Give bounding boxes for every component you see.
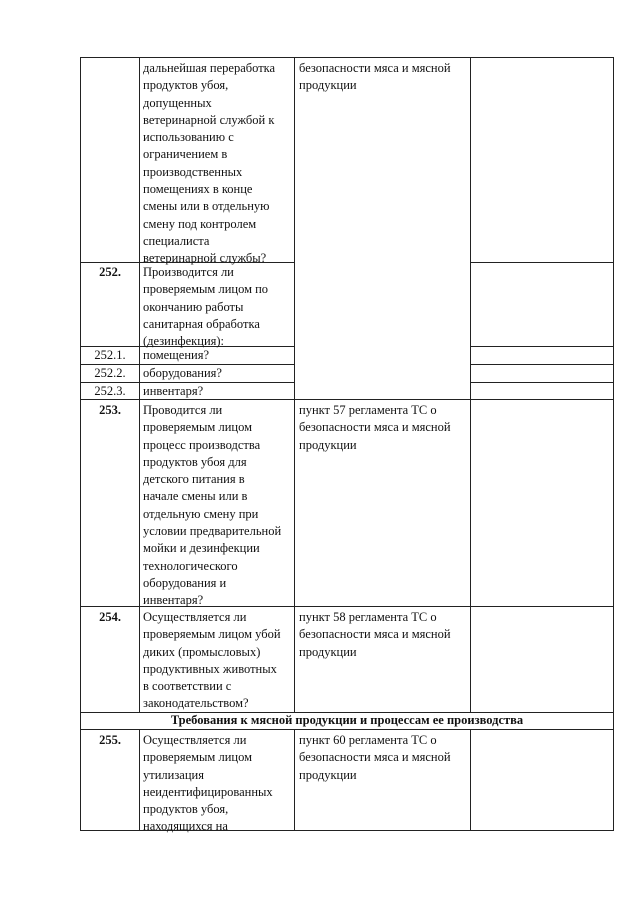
row-number: 255. [99,733,121,747]
row-number: 252. [99,265,121,279]
table-border-right [613,57,614,831]
row-number: 252.3. [94,384,126,398]
table-col-divider-1 [139,57,140,712]
row-question: Проводится ли проверяемым лицом процесс производства продуктов убоя для детского питания в начале смены или в отдельную смену при условии предварительной мойки и дезинфекции технологического оборудования и инвентаря? [143,403,282,608]
row-number: 252.2. [94,366,126,380]
section-heading: Требования к мясной продукции и процессам ее производства [170,713,524,727]
row-reference: пункт 57 регламента ТС о безопасности мяса и мясной продукции [299,403,451,452]
row-reference: пункт 60 регламента ТС о безопасности мяса и мясной продукции [299,733,451,782]
row-question: Осуществляется ли проверяемым лицом убой диких (промысловых) продуктивных животных в соответствии с законодательством? [143,610,281,711]
row-divider [470,382,614,383]
row-divider [80,729,614,730]
row-divider [470,262,614,263]
row-question: оборудования? [143,366,222,380]
table-border-top [80,57,614,58]
row-question: инвентаря? [143,384,204,398]
row-number: 254. [99,610,121,624]
table-col-divider-2 [294,57,295,712]
row-question: Производится ли проверяемым лицом по окончанию работы санитарная обработка (дезинфекция): [143,265,269,349]
table-col-divider-2b [294,729,295,831]
row-divider [470,346,614,347]
row-number: 252.1. [94,348,126,362]
table-col-divider-1b [139,729,140,831]
row-question: Осуществляется ли проверяемым лицом утилизация неидентифицированных продуктов убоя, находящихся на [143,733,273,834]
row-reference: пункт 58 регламента ТС о безопасности мяса и мясной продукции [299,610,451,659]
row-question: помещения? [143,348,210,362]
row-question: дальнейшая переработка продуктов убоя, допущенных ветеринарной службой к использованию с ограничением в производственных помещениях в конце смены или в отдельную смену под контролем специалиста ветеринарной службы? [143,61,276,266]
row-number: 253. [99,403,121,417]
row-reference: безопасности мяса и мясной продукции [299,61,451,93]
row-divider [470,364,614,365]
